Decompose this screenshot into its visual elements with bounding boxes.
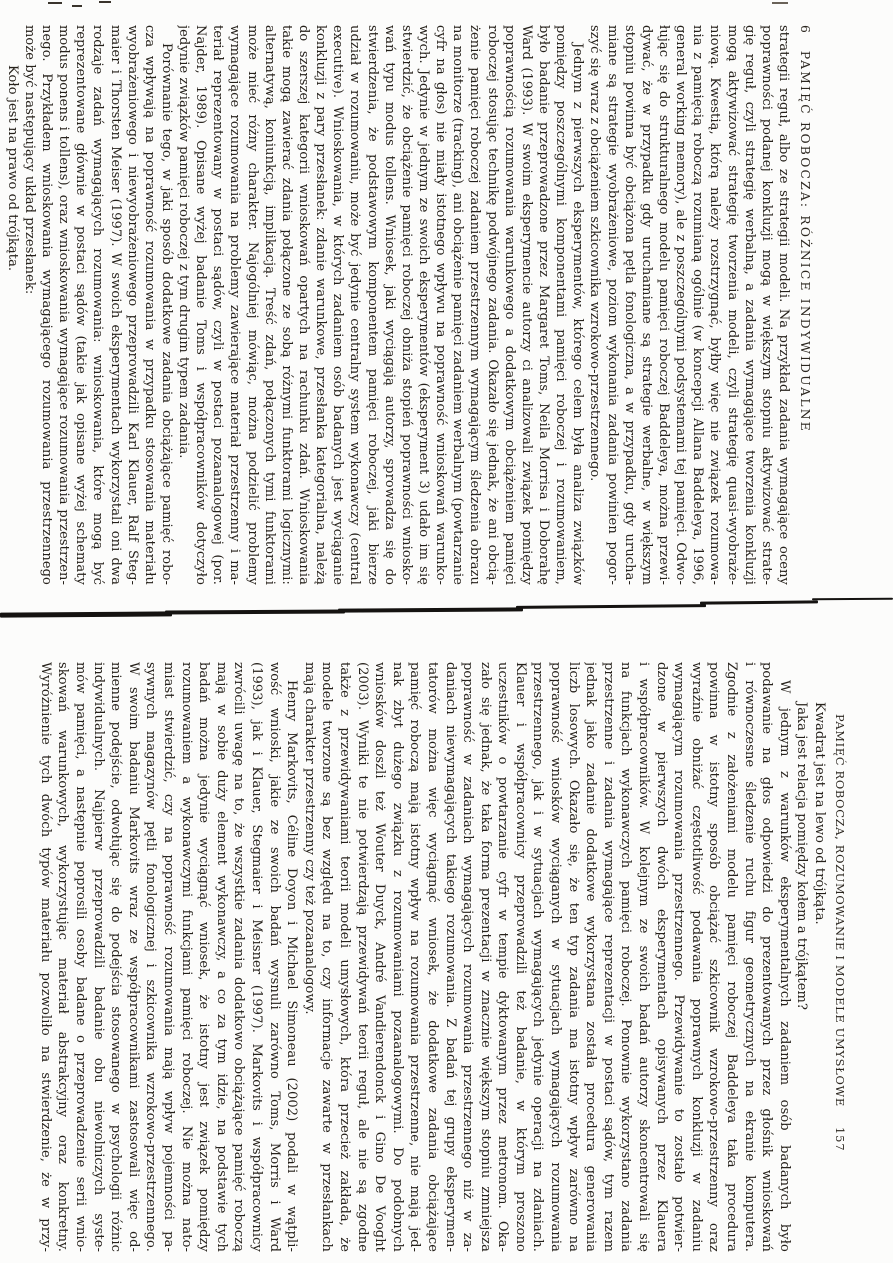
text-line: uczestników o powtarzanie cyfr w tempie dyktowanym przez metronom. Oka- [495, 662, 511, 1252]
text-line: może być następujący układ przesłanek: [21, 25, 37, 295]
text-line: wyobrażeniowego i niewyobrażeniowego przeprowadzili Karl Klauer, Ralf Steg- [124, 25, 140, 585]
text-line: Ward (1993). W swoim eksperymencie autorzy ci analizowali związek pomiędzy [518, 25, 534, 585]
scan-artifact [772, 2, 788, 4]
text-line: Kwadrat jest na lewo od trójkąta. [812, 702, 827, 925]
scan-artifact [72, 5, 82, 7]
text-line: miast stwierdzić, czy na poprawność rozumowania mają wpływ pojemności pa- [161, 662, 177, 1252]
text-line: Klauer i współpracownicy przeprowadzili też badanie, w którym proszono [512, 662, 528, 1252]
text-line: udział w rozumowaniu, może być jedynie centralny system wykonawczy (central [347, 25, 363, 585]
text-line: wań typu modus tollens. Wniosek, jaki wyciągają autorzy, sprowadza się do [381, 25, 397, 585]
text-line: nego. Przykładem wnioskowania wymagającego rozumowania przestrzennego [38, 25, 54, 585]
text-line: maier i Thorsten Meiser (1997). W swoich eksperymentach wykorzystali oni dwa [107, 25, 123, 585]
page-156-text [4, 25, 792, 585]
text-line: Jednym z pierwszych eksperymentów, którego celem była analiza związków [570, 43, 586, 585]
running-head-verso-title: PAMIĘĆ ROBOCZA: RÓŻNICE INDYWIDUALNE [798, 50, 812, 433]
text-line: takie mogą zawierać zdania połączone ze sobą różnymi funktorami logicznymi: [278, 25, 294, 585]
text-line: poprawnością rozumowania warunkowego a dodatkowym obciążeniem pamięci [501, 25, 517, 585]
text-line: cza wpływają na poprawność rozumowania w przypadku stosowania materiału [141, 25, 157, 585]
text-line: rozumowaniem a wykonawczymi funkcjami pamięci roboczej. Nie można nato- [178, 662, 194, 1252]
text-line: przestrzennego, jak i w sytuacjach wymagających jedynie operacji na zdaniach. [530, 662, 546, 1252]
text-line: może mieć różny charakter. Najogólniej mówiąc, można podzielić problemy [244, 25, 260, 585]
text-line: poprawność w zadaniach wymagających rozumowania przestrzennego niż w za- [460, 662, 476, 1252]
text-line: dywać, że w przypadku gdy uruchamiane są strategie werbalne, w większym [638, 25, 654, 585]
text-line: wniosków doszli też Wouter Duyck, André Vandierendonck i Gino De Vooght [372, 662, 388, 1252]
text-line: niową. Kwestią, którą należy rozstrzygnąć, byłby więc nie związek rozumowa- [707, 25, 723, 585]
text-line: przestrzenne i zadania wymagające reprezentacji w postaci sądów, tym razem [600, 662, 616, 1252]
text-line: badań można jedynie wyciągnąć wniosek, że istotny jest związek pomiędzy [196, 662, 212, 1252]
text-line: pamięć roboczą mają istotny wpływ na rozumowania przestrzenne, nie mają jed- [407, 662, 423, 1252]
text-line: daniach niewymagających takiego rozumowania. Z badań tej grupy eksperymen- [442, 662, 458, 1252]
text-line: stwierdzenia, że podstawowym komponentem pamięci roboczej, jaki bierze [364, 25, 380, 585]
text-line: zwrócili uwagę na to, że wszystkie zadania dodatkowo obciążające pamięć roboczą [231, 662, 247, 1252]
text-line: mają w sobie duży element wykonawczy, a co za tym idzie, na podstawie tych [213, 662, 229, 1252]
text-line: konkluzji z pary przesłanek: zdanie warunkowe, przesłanka kategorialna, należą [313, 25, 329, 585]
text-line: wość wnioski, jakie ze swoich badań wysnuli zarówno Toms, Morris i Ward [266, 662, 282, 1252]
page-157-inner [36, 655, 846, 1255]
text-line: mogą aktywizować strategię tworzenia modeli, czyli strategię quasi-wyobraże- [724, 25, 740, 585]
page-156 [3, 18, 825, 588]
running-head-recto [833, 714, 846, 1252]
text-line: dzone w pierwszych dwóch eksperymentach opisywanych przez Klauera [653, 662, 669, 1252]
seam-segment [338, 607, 523, 612]
seam-segment [700, 600, 818, 604]
page-157 [28, 655, 858, 1255]
text-line: zało się jednak, że taka forma prezentacji w znacznie większym stopniu zmniejsza [477, 662, 493, 1252]
text-line: W jednym z warunków eksperymentalnych zadaniem osób badanych było [776, 680, 792, 1252]
text-line: skowań warunkowych, wykorzystując materiał abstrakcyjny oraz konkretny. [55, 662, 71, 1252]
text-line: i współpracowników. W kolejnym ze swoich badań autorzy skoncentrowali się [636, 662, 652, 1252]
text-line: nak zbyt dużego związku z rozumowaniami pozaanalogowymi. Do podobnych [389, 662, 405, 1252]
running-head-verso [798, 25, 811, 585]
text-line: indywidualnych. Najpierw przeprowadzili badanie obu niewolniczych syste- [90, 662, 106, 1252]
text-line: na funkcjach wykonawczych pamięci roboczej. Ponownie wykorzystano zadania [618, 662, 634, 1252]
text-line: executive). Wnioskowania, w których zadaniem osób badanych jest wyciąganie [330, 25, 346, 585]
running-head-recto-title: PAMIĘĆ ROBOCZA, ROZUMOWANIE I MODELE UMYSŁOWE [833, 714, 847, 1107]
text-line: strategii reguł, albo ze strategii modeli. Na przykład zadania wymagające oceny [776, 25, 791, 585]
text-line: W swoim badaniu Markovits wraz ze współpracownikami zastosowali więc od- [125, 662, 141, 1252]
seam-segment [812, 598, 893, 601]
text-line: tatorów można więc wyciągnąć wniosek, że dodatkowe zadania obciążające [424, 662, 440, 1252]
scan-artifact [48, 2, 62, 4]
text-line: modus ponens i tollens), oraz wnioskowania wymagające rozumowania przestrzen- [56, 25, 72, 585]
text-line: liczb losowych. Okazało się, że ten typ zadania ma istotny wpływ zarówno na [565, 662, 581, 1252]
page-156-inner [4, 18, 811, 588]
seam-segment [0, 611, 172, 617]
text-line: gię reguł, czyli strategię werbalną, a zadania wymagające tworzenia konkluzji [741, 25, 757, 585]
text-line: general working memory), ale z poszczególnymi podsystemami tej pamięci. Odwo- [673, 25, 689, 585]
text-line: alternatywą, koniunkcją, implikacją. Treść zdań, połączonych tymi funktorami [261, 25, 277, 585]
text-line: pomiędzy poszczególnymi komponentami pamięci roboczej i rozumowaniem, [553, 25, 569, 585]
text-line: Wyróżnienie tych dwóch typów materiału pozwoliło na stwierdzenie, że w przy- [37, 662, 53, 1252]
text-line: także z przewidywaniami teorii modeli umysłowych, która przecież zakłada, że [336, 662, 352, 1252]
text-line: reprezentowane głównie w postaci sądów (takie jak opisane wyżej schematy [73, 25, 89, 585]
text-line: rodzaje zadań wymagających rozumowania: wnioskowania, które mogą być [90, 25, 106, 585]
text-line: wyraźnie obniżać częstotliwość podawania poprawnych konkluzji w zadaniu [688, 662, 704, 1252]
text-line: stopniu powinna być obciążona pętla fonologiczna, a w przypadku, gdy urucha- [621, 25, 637, 585]
seam-segment [165, 610, 345, 615]
text-line: Zgodnie z założeniami modelu pamięci roboczej Baddeleya taka procedura [724, 662, 740, 1252]
text-line: łując się do strukturalnego modelu pamięci roboczej Baddeleya, można przewi- [656, 25, 672, 585]
text-line: mów pamięci, a następnie poprosili osoby badane o przeprowadzenie serii wnio- [73, 662, 89, 1252]
text-line: wych. Jedynie w jednym ze swoich eksperymentów (eksperyment 3) udało im się [416, 25, 432, 585]
text-line: Najder, 1989). Opisane wyżej badanie Toms i współpracowników dotyczyło [193, 25, 209, 585]
text-line: i równoczesne śledzenie ruchu figur geometrycznych na ekranie komputera. [741, 662, 757, 1252]
text-line: wymagającym rozumowania przestrzennego. Przewidywanie to zostało potwier- [671, 662, 687, 1252]
text-line: poprawność wniosków wyciąganych w sytuacjach wymagających rozumowania [548, 662, 564, 1252]
page-number-verso: 6 [798, 25, 812, 33]
text-line: podawanie na głos odpowiedzi do prezentowanych przez głośnik wnioskowań [759, 662, 775, 1252]
text-line: Porównanie tego, w jaki sposób dodatkowe zadania obciążające pamięć robo- [158, 43, 174, 585]
text-line: roboczej stosując technikę podwójnego zadania. Okazało się jednak, że ani obcią- [484, 25, 500, 585]
text-line: stwierdzić, że obciążenie pamięci roboczej obniża stopień poprawności wniosko- [398, 25, 414, 585]
text-line: jedynie związków pamięci roboczej z tym drugim typem zadania. [176, 25, 192, 459]
text-line: Jaka jest relacja pomiędzy kołem a trójkątem? [794, 702, 810, 1011]
page-157-text [36, 662, 828, 1252]
text-line: mają charakter przestrzenny czy też pozaanalogowy. [301, 662, 317, 1015]
page-number-recto: 157 [833, 1126, 847, 1152]
text-line: wymagające rozumowania na problemy zawierające materiał przestrzenny i ma- [227, 25, 243, 585]
text-line: cyfr na głos) nie miały istotnego wpływu na poprawność wnioskowań warunko- [433, 25, 449, 585]
text-line: powinna w istotny sposób obciążać szkicownik wzrokowo-przestrzenny oraz [706, 662, 722, 1252]
text-line: żenie pamięci roboczej zadaniem przestrzennym wymagającym śledzenia obrazu [467, 25, 483, 585]
text-line: modele tworzone są bez względu na to, czy informacje zawarte w przesłankach [319, 662, 335, 1252]
text-line: (2003). Wyniki te nie potwierdzają przewidywań teorii reguł, ale nie są zgodne [354, 662, 370, 1252]
text-line: sywnych magazynów pętli fonologicznej i szkicownika wzrokowo-przestrzennego. [143, 662, 159, 1252]
text-line: jednak jako zadanie dodatkowe wykorzystana została procedura generowania [583, 662, 599, 1252]
text-line: było badanie przeprowadzone przez Margaret Toms, Neila Morrisa i Doborahę [536, 25, 552, 585]
seam-segment [516, 604, 706, 609]
text-line: mienne podejście, odwołując się do podejścia stosowanego w psychologii różnic [108, 662, 124, 1252]
text-line: (1993), jak i Klauer, Stegmaier i Meisner (1997). Markovits i współpracownicy [249, 662, 264, 1252]
text-line: miane są strategie wyobrażeniowe, poziom wykonania zadania powinien pogor- [604, 25, 620, 585]
text-line: Koło jest na prawo od trójkąta. [4, 65, 20, 272]
scan-artifact [99, 1, 111, 3]
text-line: teriał reprezentowany w postaci sądów, czyli w postaci pozaanalogowej (por. [210, 25, 226, 585]
text-line: poprawności podanej konkluzji mogą w większym stopniu aktywizować strate- [758, 25, 774, 585]
text-line: do szerszej kategorii wnioskowań opartych na rachunku zdań. Wnioskowania [296, 25, 312, 585]
text-line: na monitorze (tracking), ani obciążenie pamięci zadaniem werbalnym (powtarzanie [450, 25, 466, 585]
text-line: szyć się wraz z obciążeniem szkicownika wzrokowo-przestrzennego. [587, 25, 603, 482]
text-line: Henry Markovits, Céline Doyon i Michael Simoneau (2002) podali w wątpli- [284, 680, 300, 1252]
text-line: nia z pamięcią roboczą rozumianą ogólnie (w koncepcji Allana Baddeleya, 1996, [690, 25, 706, 585]
